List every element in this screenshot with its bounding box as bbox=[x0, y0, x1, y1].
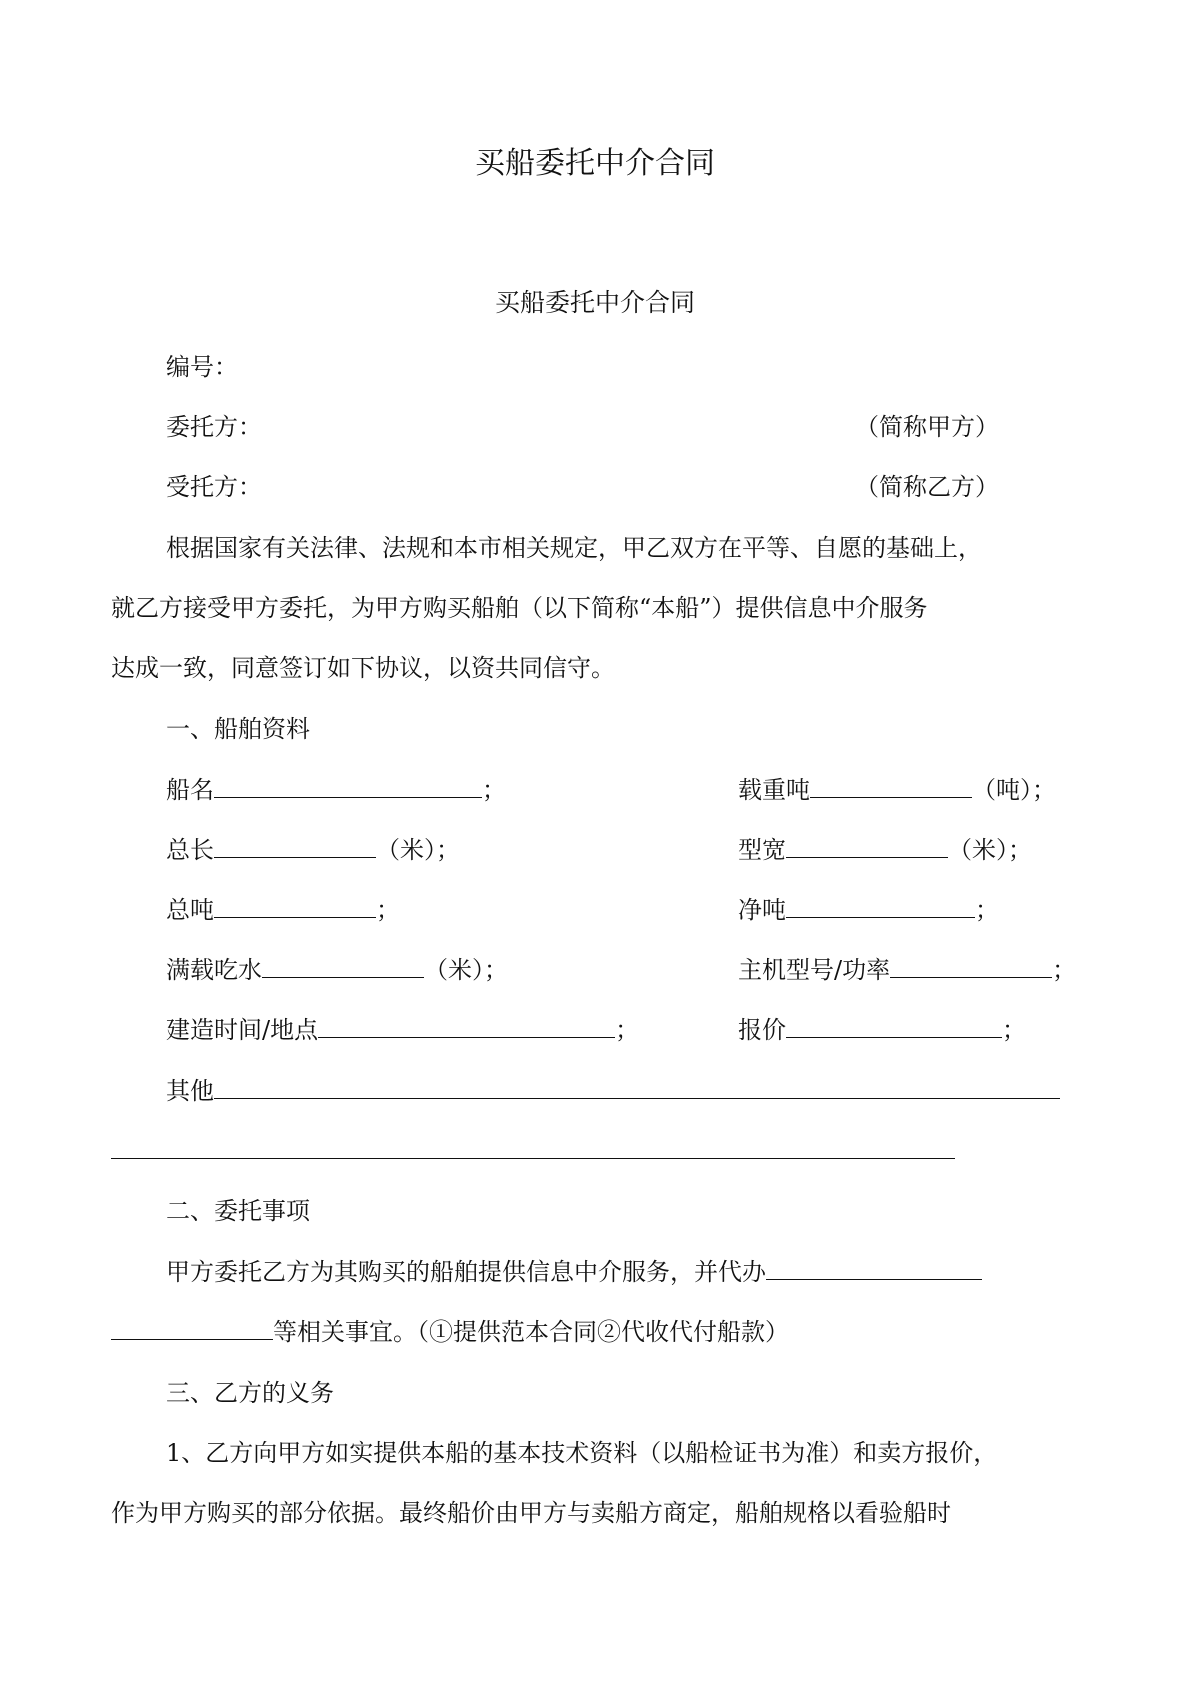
agent-abbreviation: （简称乙方） bbox=[855, 473, 999, 501]
field-suffix: （米）； bbox=[948, 836, 1032, 864]
field-label: 净吨 bbox=[738, 896, 786, 924]
field-price bbox=[738, 1015, 1026, 1045]
entrustment-line bbox=[166, 1257, 982, 1287]
fill-blank[interactable] bbox=[786, 895, 975, 918]
document-title: 买船委托中介合同 bbox=[475, 146, 715, 181]
entrustment-text: 甲方委托乙方为其购买的船舶提供信息中介服务，并代办 bbox=[166, 1258, 766, 1286]
fill-blank[interactable] bbox=[890, 955, 1052, 978]
field-label: 总吨 bbox=[166, 896, 214, 924]
field-engine bbox=[738, 955, 1076, 985]
entrustment-text: 等相关事宜。（①提供范本合同②代收代付船款） bbox=[273, 1318, 789, 1346]
field-label: 建造时间/地点 bbox=[166, 1016, 319, 1044]
field-suffix: ； bbox=[1002, 1016, 1026, 1044]
field-suffix: （吨）； bbox=[972, 776, 1056, 804]
field-label: 总长 bbox=[166, 836, 214, 864]
field-suffix: ； bbox=[1052, 956, 1077, 984]
agent-label: 受托方： bbox=[166, 473, 262, 501]
field-deadweight bbox=[738, 775, 1056, 805]
fill-blank[interactable] bbox=[262, 955, 424, 978]
field-suffix: （米）； bbox=[376, 836, 460, 864]
field-label: 主机型号/功率 bbox=[738, 956, 891, 984]
intro-paragraph-line: 根据国家有关法律、法规和本市相关规定，甲乙双方在平等、自愿的基础上， bbox=[166, 534, 982, 562]
field-label: 载重吨 bbox=[738, 776, 810, 804]
fill-blank[interactable] bbox=[766, 1257, 982, 1280]
fill-blank[interactable] bbox=[111, 1317, 273, 1340]
fill-blank[interactable] bbox=[214, 1076, 1060, 1099]
fill-blank[interactable] bbox=[214, 835, 376, 858]
field-suffix: （米）； bbox=[424, 956, 508, 984]
fill-blank[interactable] bbox=[214, 895, 376, 918]
fill-blank[interactable] bbox=[786, 835, 948, 858]
section-heading: 一、船舶资料 bbox=[166, 715, 310, 743]
principal-abbreviation: （简称甲方） bbox=[855, 413, 999, 441]
section-heading: 三、乙方的义务 bbox=[166, 1379, 334, 1407]
obligation-line: 作为甲方购买的部分依据。最终船价由甲方与卖船方商定，船舶规格以看验船时 bbox=[111, 1499, 951, 1527]
field-gross-tonnage bbox=[166, 895, 400, 925]
fill-blank[interactable] bbox=[318, 1015, 615, 1038]
field-suffix: ； bbox=[482, 776, 506, 804]
field-ship-name bbox=[166, 775, 506, 805]
fill-blank[interactable] bbox=[214, 775, 482, 798]
field-other bbox=[166, 1076, 1060, 1106]
field-net-tonnage bbox=[738, 895, 999, 925]
field-suffix: ； bbox=[975, 896, 999, 924]
fill-blank[interactable] bbox=[786, 1015, 1002, 1038]
contract-number-label: 编号： bbox=[166, 353, 238, 381]
field-build bbox=[166, 1015, 639, 1045]
field-label: 型宽 bbox=[738, 836, 786, 864]
field-length bbox=[166, 835, 460, 865]
fill-blank[interactable] bbox=[810, 775, 972, 798]
fill-blank-continuation[interactable] bbox=[111, 1158, 955, 1159]
intro-paragraph-line: 就乙方接受甲方委托，为甲方购买船舶（以下简称“本船”）提供信息中介服务 bbox=[111, 594, 928, 622]
entrustment-line bbox=[111, 1317, 789, 1347]
field-draft bbox=[166, 955, 508, 985]
field-label: 其他 bbox=[166, 1077, 214, 1105]
intro-paragraph-line: 达成一致，同意签订如下协议，以资共同信守。 bbox=[111, 654, 615, 682]
field-label: 报价 bbox=[738, 1016, 786, 1044]
field-label: 满载吃水 bbox=[166, 956, 262, 984]
field-label: 船名 bbox=[166, 776, 214, 804]
field-suffix: ； bbox=[615, 1016, 640, 1044]
field-suffix: ； bbox=[376, 896, 400, 924]
field-beam bbox=[738, 835, 1032, 865]
section-heading: 二、委托事项 bbox=[166, 1197, 310, 1225]
obligation-line: 1、乙方向甲方如实提供本船的基本技术资料（以船检证书为准）和卖方报价， bbox=[166, 1439, 998, 1467]
principal-label: 委托方： bbox=[166, 413, 262, 441]
contract-subtitle: 买船委托中介合同 bbox=[494, 288, 695, 317]
